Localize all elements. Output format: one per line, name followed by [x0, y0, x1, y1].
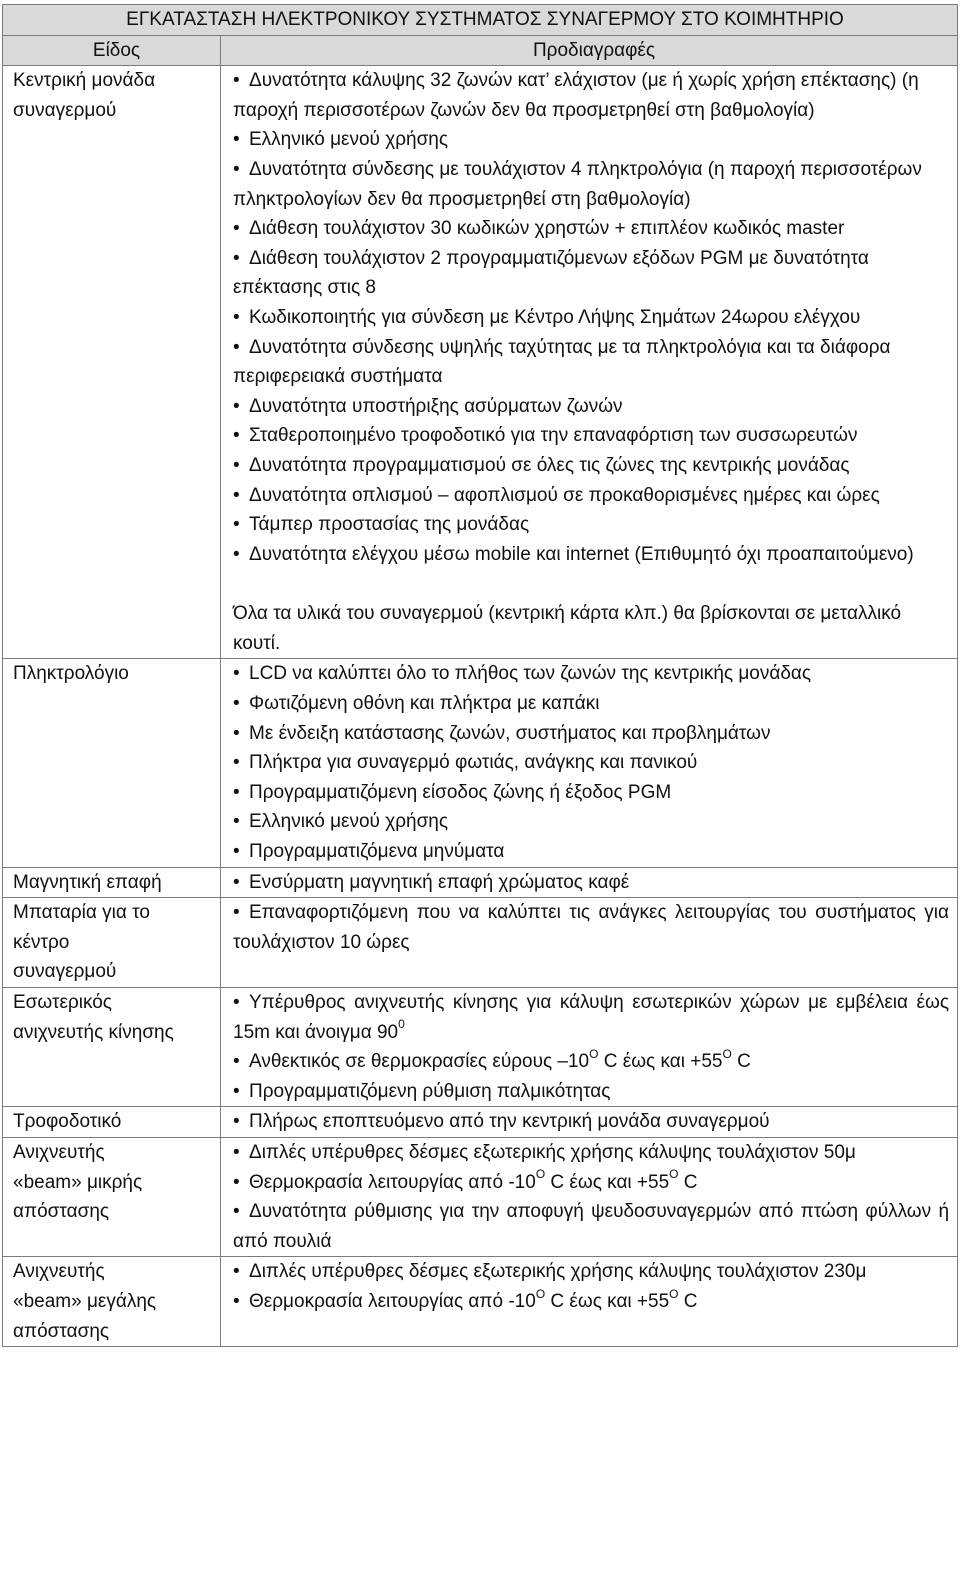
item-name-line: κέντρο — [13, 931, 70, 953]
item-name-cell — [3, 1137, 221, 1256]
spec-item: • Δυνατότητα υποστήριξης ασύρματων ζωνών — [233, 392, 949, 422]
superscript: O — [669, 1286, 679, 1301]
item-name-line: ανιχνευτής κίνησης — [13, 1021, 174, 1043]
spec-item: • Διάθεση τουλάχιστον 30 κωδικών χρηστών + επιπλέον κωδικός master — [233, 214, 949, 244]
spec-cell — [221, 988, 958, 1107]
superscript: O — [669, 1167, 679, 1182]
bullet-icon: • — [233, 1111, 240, 1133]
spec-table — [2, 4, 958, 1347]
spec-cell — [221, 867, 958, 898]
bullet-icon: • — [233, 218, 240, 240]
spec-item: • Διάθεση τουλάχιστον 2 προγραμματιζόμενων εξόδων PGM με δυνατότητα επέκτασης στις 8 — [233, 244, 949, 303]
superscript: O — [722, 1046, 732, 1061]
item-name-line: Τροφοδοτικό — [13, 1111, 122, 1133]
bullet-icon: • — [233, 1051, 240, 1073]
bullet-icon: • — [233, 841, 240, 863]
column-header-specs: Προδιαγραφές — [221, 35, 958, 66]
spec-item: • Ελληνικό μενού χρήσης — [233, 807, 949, 837]
bullet-icon: • — [233, 871, 240, 893]
superscript: O — [589, 1046, 599, 1061]
spec-item: • Δυνατότητα σύνδεσης με τουλάχιστον 4 πληκτρολόγια (η παροχή περισσοτέρων πληκτρολογίων δεν θα προσμετρηθεί στη βαθμολογία) — [233, 155, 949, 214]
spec-item: • Προγραμματιζόμενη είσοδος ζώνης ή έξοδος PGM — [233, 778, 949, 808]
bullet-icon: • — [233, 752, 240, 774]
bullet-icon: • — [233, 129, 240, 151]
bullet-icon: • — [233, 158, 240, 180]
item-name-line: Κεντρική μονάδα — [13, 70, 156, 92]
bullet-icon: • — [233, 1171, 240, 1193]
item-name-line: απόστασης — [13, 1320, 110, 1342]
table-row-beam-long — [3, 1257, 958, 1347]
item-name-line: συναγερμού — [13, 99, 117, 121]
bullet-icon: • — [233, 247, 240, 269]
spec-item: • Ελληνικό μενού χρήσης — [233, 125, 949, 155]
spec-document — [2, 4, 957, 1347]
spec-item: • Δυνατότητα σύνδεσης υψηλής ταχύτητας με τα πληκτρολόγια και τα διάφορα περιφερειακά συστήματα — [233, 333, 949, 392]
bullet-icon: • — [233, 663, 240, 685]
spec-item: • Διπλές υπέρυθρες δέσμες εξωτερικής χρήσης κάλυψης τουλάχιστον 50μ — [233, 1138, 949, 1168]
spec-item: • Τάμπερ προστασίας της μονάδας — [233, 510, 949, 540]
item-name-line: Πληκτρολόγιο — [13, 663, 129, 685]
bullet-icon: • — [233, 514, 240, 536]
bullet-icon: • — [233, 693, 240, 715]
item-name-line: Ανιχνευτής — [13, 1141, 105, 1163]
spec-item: • Θερμοκρασία λειτουργίας από $-10^O$ C έως $\kappa\alpha\iota +55^O$ C — [233, 1287, 949, 1317]
item-name-cell — [3, 867, 221, 898]
bullet-icon: • — [233, 992, 240, 1013]
spec-item: • Ενσύρματη μαγνητική επαφή χρώματος καφέ — [233, 868, 949, 898]
spec-item: • Επαναφορτιζόμενη που να καλύπτει τις ανάγκες λειτουργίας του συστήματος για τουλάχιστον 10 ώρες — [233, 898, 949, 957]
item-name-line: απόστασης — [13, 1201, 110, 1223]
superscript: O — [535, 1286, 546, 1301]
item-name-cell — [3, 66, 221, 659]
item-name-cell — [3, 988, 221, 1107]
bullet-icon: • — [233, 306, 240, 328]
bullet-icon: • — [233, 1201, 240, 1223]
column-header-type: Είδος — [3, 35, 221, 66]
table-row-power-supply — [3, 1107, 958, 1138]
bullet-icon: • — [233, 395, 240, 417]
bullet-icon: • — [233, 484, 240, 506]
spec-item: • Πλήκτρα για συναγερμό φωτιάς, ανάγκης και πανικού — [233, 748, 949, 778]
spec-cell — [221, 66, 958, 659]
item-name-cell — [3, 898, 221, 988]
table-header-row — [3, 35, 958, 66]
bullet-icon: • — [233, 722, 240, 744]
item-name-line: Μαγνητική επαφή — [13, 871, 162, 893]
spec-item: • Ανθεκτικός σε θερμοκρασίες εύρους $-10^O$ C έως $\kappa\alpha\iota +55^O$ C — [233, 1047, 949, 1077]
item-name-line: Ανιχνευτής — [13, 1261, 105, 1283]
bullet-icon: • — [233, 1261, 240, 1283]
bullet-icon: • — [233, 902, 240, 924]
item-name-line: Μπαταρία για το — [13, 902, 150, 924]
spec-item: • Φωτιζόμενη οθόνη και πλήκτρα με καπάκι — [233, 689, 949, 719]
spec-item: • Δυνατότητα προγραμματισμού σε όλες τις ζώνες της κεντρικής μονάδας — [233, 451, 949, 481]
item-name-cell — [3, 659, 221, 867]
spec-item: • Δυνατότητα κάλυψης 32 ζωνών κατ’ ελάχιστον (με ή χωρίς χρήση επέκτασης) (η παροχή περισσοτέρων ζωνών δεν θα προσμετρηθεί στη βαθμολογία) — [233, 66, 949, 125]
spec-item: • Προγραμματιζόμενη ρύθμιση παλμικότητας — [233, 1077, 949, 1107]
spec-item: • Δυνατότητα ελέγχου μέσω mobile και internet (Επιθυμητό όχι προαπαιτούμενο) — [233, 540, 949, 570]
item-name-cell — [3, 1107, 221, 1138]
spec-item: • Θερμοκρασία λειτουργίας από $-10^O$ C έως $\kappa\alpha\iota +55^O$ C — [233, 1168, 949, 1198]
superscript: 0 — [398, 1017, 405, 1032]
table-row-control-panel — [3, 66, 958, 659]
table-title-row — [3, 5, 958, 36]
bullet-icon: • — [233, 1290, 240, 1312]
item-name-line: «beam» μεγάλης — [13, 1290, 157, 1312]
spec-item: • Με ένδειξη κατάστασης ζωνών, συστήματος και προβλημάτων — [233, 719, 949, 749]
spec-item: • Προγραμματιζόμενα μηνύματα — [233, 837, 949, 867]
spec-item: • Διπλές υπέρυθρες δέσμες εξωτερικής χρήσης κάλυψης τουλάχιστον 230μ — [233, 1257, 949, 1287]
bullet-icon: • — [233, 336, 240, 358]
bullet-icon: • — [233, 70, 240, 92]
table-row-keypad — [3, 659, 958, 867]
table-row-magnetic-contact — [3, 867, 958, 898]
table-title: ΕΓΚΑΤΑΣΤΑΣΗ ΗΛΕΚΤΡΟΝΙΚΟΥ ΣΥΣΤΗΜΑΤΟΣ ΣΥΝΑΓΕΡΜΟΥ ΣΤΟ ΚΟΙΜΗΤΗΡΙΟ — [3, 5, 958, 36]
table-row-battery — [3, 898, 958, 988]
item-name-line: «beam» μικρής — [13, 1171, 143, 1193]
bullet-icon: • — [233, 454, 240, 476]
spec-item: • Υπέρυθρος ανιχνευτής κίνησης για κάλυψη εσωτερικών χώρων με εμβέλεια έως 15m και άνοιγμα $90^0$ — [233, 988, 949, 1047]
bullet-icon: • — [233, 1141, 240, 1163]
item-name-line: Εσωτερικός — [13, 992, 112, 1013]
spec-cell — [221, 1107, 958, 1138]
bullet-icon: • — [233, 781, 240, 803]
bullet-icon: • — [233, 1080, 240, 1102]
spec-cell — [221, 1137, 958, 1256]
table-row-indoor-motion-detector — [3, 988, 958, 1107]
spec-cell — [221, 1257, 958, 1347]
spec-item: • Δυνατότητα οπλισμού – αφοπλισμού σε προκαθορισμένες ημέρες και ώρες — [233, 481, 949, 511]
bullet-icon: • — [233, 811, 240, 833]
item-name-line: συναγερμού — [13, 961, 117, 983]
spec-item: • Κωδικοποιητής για σύνδεση με Κέντρο Λήψης Σημάτων 24ωρου ελέγχου — [233, 303, 949, 333]
superscript: O — [535, 1167, 546, 1182]
bullet-icon: • — [233, 425, 240, 447]
spec-cell — [221, 659, 958, 867]
spec-item: • Πλήρως εποπτευόμενο από την κεντρική μονάδα συναγερμού — [233, 1107, 949, 1137]
item-name-cell — [3, 1257, 221, 1347]
spec-item: • Δυνατότητα ρύθμισης για την αποφυγή ψευδοσυναγερμών από πτώση φύλλων ή από πουλιά — [233, 1197, 949, 1256]
table-row-beam-short — [3, 1137, 958, 1256]
spec-note: Όλα τα υλικά του συναγερμού (κεντρική κάρτα κλπ.) θα βρίσκονται σε μεταλλικό κουτί. — [233, 603, 902, 654]
spec-item: • LCD να καλύπτει όλο το πλήθος των ζωνών της κεντρικής μονάδας — [233, 659, 949, 689]
spec-item: • Σταθεροποιημένο τροφοδοτικό για την επαναφόρτιση των συσσωρευτών — [233, 421, 949, 451]
spec-cell — [221, 898, 958, 988]
bullet-icon: • — [233, 543, 240, 565]
